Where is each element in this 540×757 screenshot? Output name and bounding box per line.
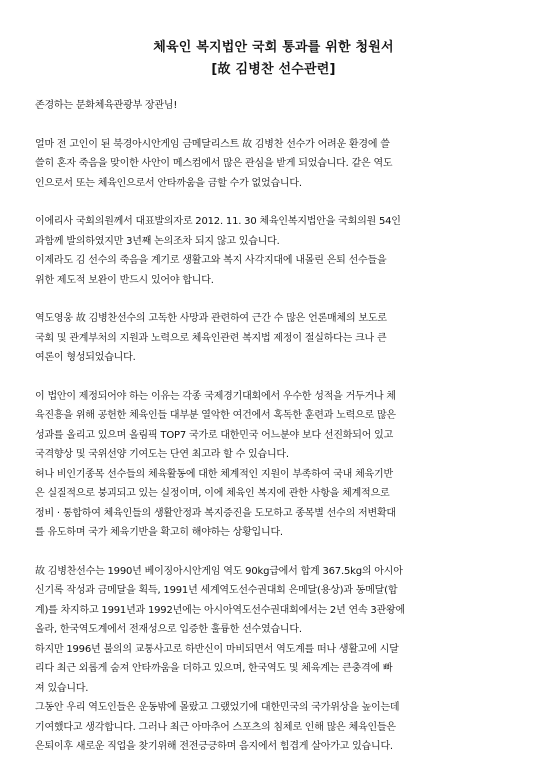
salutation (35, 96, 512, 116)
paragraph-line: 인으로서 또는 체육인으로서 안타까움을 금할 수가 없었습니다. (35, 177, 302, 189)
paragraph-line: 위한 제도적 보완이 반드시 있어야 합니다. (35, 274, 214, 286)
paragraph-5 (35, 562, 512, 757)
paragraph-line: 허나 비인기종목 선수들의 체육활동에 대한 체계적인 지원이 부족하여 국내 체육기반 (35, 468, 393, 480)
document-title (35, 38, 512, 80)
paragraph-line: 신기록 작성과 금메달을 획득, 1991년 세계역도선수권대회 은메달(용상)과 동메달(합 (35, 585, 398, 596)
paragraph-4 (35, 387, 512, 543)
document-body (35, 96, 512, 757)
paragraph-line: 올라, 한국역도계에서 전재성으로 입증한 훌륭한 선수였습니다. (35, 624, 302, 635)
title-line-1: 체육인 복지법안 국회 통과를 위한 청원서 (153, 40, 394, 55)
paragraph-line: 를 유도하며 국가 체육기반을 확고히 해야하는 상황입니다. (35, 527, 283, 538)
paragraph-line: 그동안 우리 역도인들은 운동밖에 몰랐고 그랬었기에 대한민국의 국가위상을 높이는데 (35, 702, 400, 713)
paragraph-line: 육진흥을 위해 공헌한 체육인들 대부분 열악한 여건에서 혹독한 훈련과 노력으로 많은 (35, 410, 396, 421)
paragraph-3 (35, 309, 512, 368)
paragraph-line: 국회 및 관계부처의 지원과 노력으로 체육인관련 복지법 제정이 절실하다는 크나 큰 (35, 332, 387, 344)
paragraph-line: 기여했다고 생각합니다. 그러나 최근 아마추어 스포츠의 침체로 인해 많은 체육인들은 (35, 721, 396, 733)
paragraph-2 (35, 212, 512, 290)
title-line-2: [故 김병찬 선수관련] (211, 62, 336, 77)
paragraph-line: 계)를 차지하고 1991년과 1992년에는 아시아역도선수권대회에서는 2년 연속 3관왕에 (35, 604, 405, 616)
paragraph-line: 은퇴이후 새로운 직업을 찾기위해 전전긍긍하며 음지에서 힘겹게 살아가고 있습니다. (35, 741, 393, 752)
paragraph-line: 정비 · 통합하여 체육인들의 생활안정과 복지증진을 도모하고 종목별 선수의 저변확대 (35, 507, 396, 519)
paragraph-line: 이 법안이 제정되어야 하는 이유는 각종 국제경기대회에서 우수한 성적을 거두거나 체 (35, 390, 396, 402)
paragraph-line: 과함께 발의하였지만 3년째 논의조차 되지 않고 있습니다. (35, 235, 280, 247)
paragraph-line: 국격향상 및 국위선양 기여도는 단연 최고라 할 수 있습니다. (35, 449, 289, 460)
paragraph-line: 이에리사 국회의원께서 대표발의자로 2012. 11. 30 체육인복지법안을 국회의원 54인 (35, 216, 401, 227)
paragraph-line: 故 김병찬선수는 1990년 베이징아시안게임 역도 90kg급에서 합계 367.5kg의 아시아 (35, 565, 403, 577)
paragraph-line: 성과를 올리고 있으며 올림픽 TOP7 국가로 대한민국 어느분야 보다 선진화되어 있고 (35, 429, 394, 441)
salutation-text: 존경하는 문화체육관광부 장관님! (35, 100, 178, 111)
paragraph-line: 이제라도 김 선수의 죽음을 계기로 생활고와 복지 사각지대에 내몰린 은퇴 선수들을 (35, 255, 387, 266)
paragraph-line: 하지만 1996년 불의의 교통사고로 하반신이 마비되면서 역도계를 떠나 생활고에 시달 (35, 643, 399, 655)
paragraph-line: 리다 최근 외롭게 숨져 안타까움을 더하고 있으며, 한국역도 및 체육계는 큰충격에 빠 (35, 663, 393, 674)
paragraph-line: 쓸히 혼자 죽음을 맞이한 사안이 메스컴에서 많은 관심을 받게 되었습니다. 같은 역도 (35, 158, 393, 169)
paragraph-1 (35, 135, 512, 194)
paragraph-line: 얼마 전 고인이 된 북경아시안게임 금메달리스트 故 김병찬 선수가 어려운 환경에 쓸 (35, 138, 390, 150)
paragraph-line: 은 실질적으로 붕괴되고 있는 실정이며, 이에 체육인 복지에 관한 사항을 체계적으로 (35, 488, 390, 499)
paragraph-line: 역도영웅 故 김병찬선수의 고독한 사망과 관련하여 근간 수 많은 언론매체의 보도로 (35, 313, 387, 324)
paragraph-line: 져 있습니다. (35, 682, 89, 694)
paragraph-line: 여론이 형성되었습니다. (35, 352, 136, 363)
